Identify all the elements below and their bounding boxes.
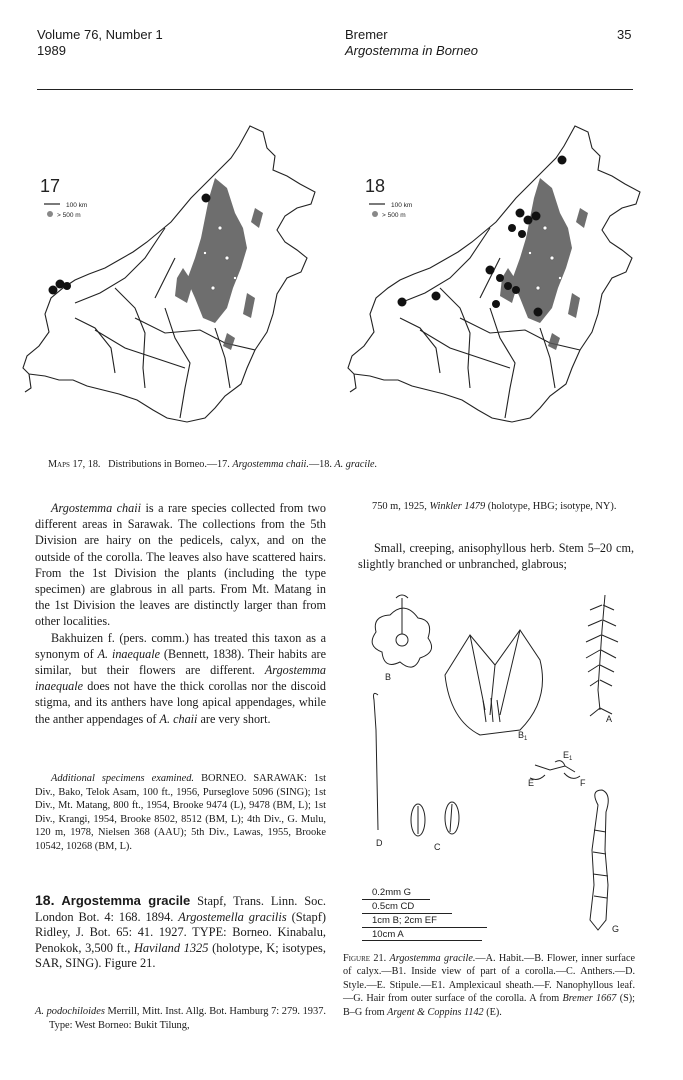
- author: Bremer: [345, 27, 388, 42]
- habit-a-drawing: [598, 595, 605, 710]
- record-dot: [524, 216, 533, 225]
- record-dot: [496, 274, 504, 282]
- label-g: G: [612, 924, 620, 934]
- record-dot: [512, 286, 520, 294]
- map-18-elevation: > 500 m: [382, 212, 406, 219]
- description: Small, creeping, anisophyllous herb. Stem 5–20 cm, slightly branched or unbranched, glabrous;: [358, 541, 634, 572]
- label-a: A: [606, 714, 613, 724]
- record-dot: [202, 194, 211, 203]
- left-column-text: [35, 500, 326, 727]
- style-d-drawing: [374, 693, 379, 830]
- label-b: B: [385, 672, 392, 682]
- type-citation-continued: 750 m, 1925, Winkler 1479 (holotype, HBG; isotype, NY).: [372, 501, 617, 512]
- figure-21-caption: Figure 21. Argostemma gracile.—A. Habit.—B. Flower, inner surface of calyx.—B1. Inside view of part of a corolla.—C. Anthers.—D. Style.—E. Stipule.—E1. Amplexicaul sheath.—F. Nanophyllous leaf.—G. Hair from outer surface of the corolla. A from Bremer 1667 (S); B–G from Argent & Coppins 1142 (E).: [343, 953, 636, 1018]
- page-number: 35: [617, 27, 632, 42]
- label-b1: $B_1$: [518, 730, 528, 742]
- record-dot: [558, 156, 567, 165]
- record-dot: [504, 282, 512, 290]
- hair-g-drawing: [590, 790, 608, 930]
- record-dot: [508, 224, 516, 232]
- scale-bar-a: [362, 940, 482, 941]
- label-c: C: [434, 842, 441, 852]
- scale-bar-g: [362, 899, 430, 900]
- map-17-elevation: > 500 m: [57, 212, 81, 219]
- journal-year: 1989: [37, 43, 66, 58]
- record-dot: [56, 280, 65, 289]
- record-dot: [486, 266, 495, 275]
- synonym-podochiloides: A. podochiloides Merrill, Mitt. Inst. Allg. Bot. Hamburg 7: 279. 1937. Type: West Borneo: Bukit Tilung,: [35, 1006, 326, 1031]
- record-dot: [398, 298, 407, 307]
- record-dot: [532, 212, 541, 221]
- paragraph-bakhuizen: Bakhuizen f. (pers. comm.) has treated this taxon as a synonym of A. inaequale (Bennett, 1838). Their habits are similar, but their flowers are different. Argostemma inaequale does not have the thick corollas nor the discoid stigma, and its anthers have long apical appendages, while the anther appendages of A. chaii are very short.: [35, 630, 327, 726]
- header-rule: [37, 89, 633, 90]
- map-17-scale: 100 km: [66, 202, 88, 209]
- map-17: [15, 118, 335, 448]
- scale-label-g: 0.2mm G: [372, 887, 412, 898]
- map-18-number: 18: [365, 176, 386, 196]
- paragraph-chaii: Argostemma chaii is a rare species collected from two different areas in Sarawak. The collections from the 5th Division are hairy on the pedicels, calyx, and on the outside of the corolla. The leaves also have scattered hairs. From the 1st Division the plants (including the type specimen) are glabrous in all parts. From Mt. Matang in the 1st Division the leaves are distinctly larger than from other localities.: [35, 501, 327, 629]
- scale-label-bef: 1cm B; 2cm EF: [372, 915, 437, 926]
- species-entry-gracile: 18. Argostemma gracile Stapf, Trans. Linn. Soc. London Bot. 4: 168. 1894. Argostemella gracilis (Stapf) Ridley, J. Bot. 65: 41. 1927. TYPE: Borneo. Kinabalu, Penokok, 3,500 ft., Haviland 1325 (holotype, K; isotypes, SAR, SING). Figure 21.: [35, 892, 326, 971]
- record-dot: [534, 308, 543, 317]
- record-dot: [63, 282, 71, 290]
- label-f: F: [580, 778, 586, 788]
- running-title: Argostemma in Borneo: [345, 43, 478, 58]
- map-18: [340, 118, 660, 448]
- record-dot: [49, 286, 58, 295]
- scale-bar-cd: [362, 913, 452, 914]
- maps-caption: Maps 17, 18. Distributions in Borneo.—17. Argostemma chaii.—18. A. gracile.: [48, 459, 378, 470]
- journal-volume: Volume 76, Number 1: [37, 27, 163, 42]
- label-d: D: [376, 838, 383, 848]
- map-17-number: 17: [40, 176, 61, 196]
- stipule-e-drawing: [535, 765, 575, 772]
- scale-label-cd: 0.5cm CD: [372, 901, 415, 912]
- map-18-scale: 100 km: [391, 202, 413, 209]
- scale-bar-bef: [362, 927, 487, 928]
- record-dot: [518, 230, 526, 238]
- record-dot: [432, 292, 441, 301]
- label-e1: $E_1$: [563, 750, 573, 762]
- record-dot: [516, 209, 525, 218]
- additional-specimens: Additional specimens examined. BORNEO. SARAWAK: 1st Div., Bako, Telok Asam, 100 ft., 1956, Purseglove 5096 (SING); 1st Div., Mt. Matang, 800 ft., 1954, Brooke 9474 (L), 9478 (BM, L); 1st Div., Krangi, 1954, Brooke 8502, 8512 (BM, L); 4th Div., G. Mulu, 120 m, 1978, Nielsen 368 (AAU); 5th Div., Lawas, 1955, Brooke 10542, 10268 (BM, L).: [35, 773, 326, 852]
- record-dot: [492, 300, 500, 308]
- label-e: E: [528, 778, 535, 788]
- scale-label-a: 10cm A: [372, 929, 404, 940]
